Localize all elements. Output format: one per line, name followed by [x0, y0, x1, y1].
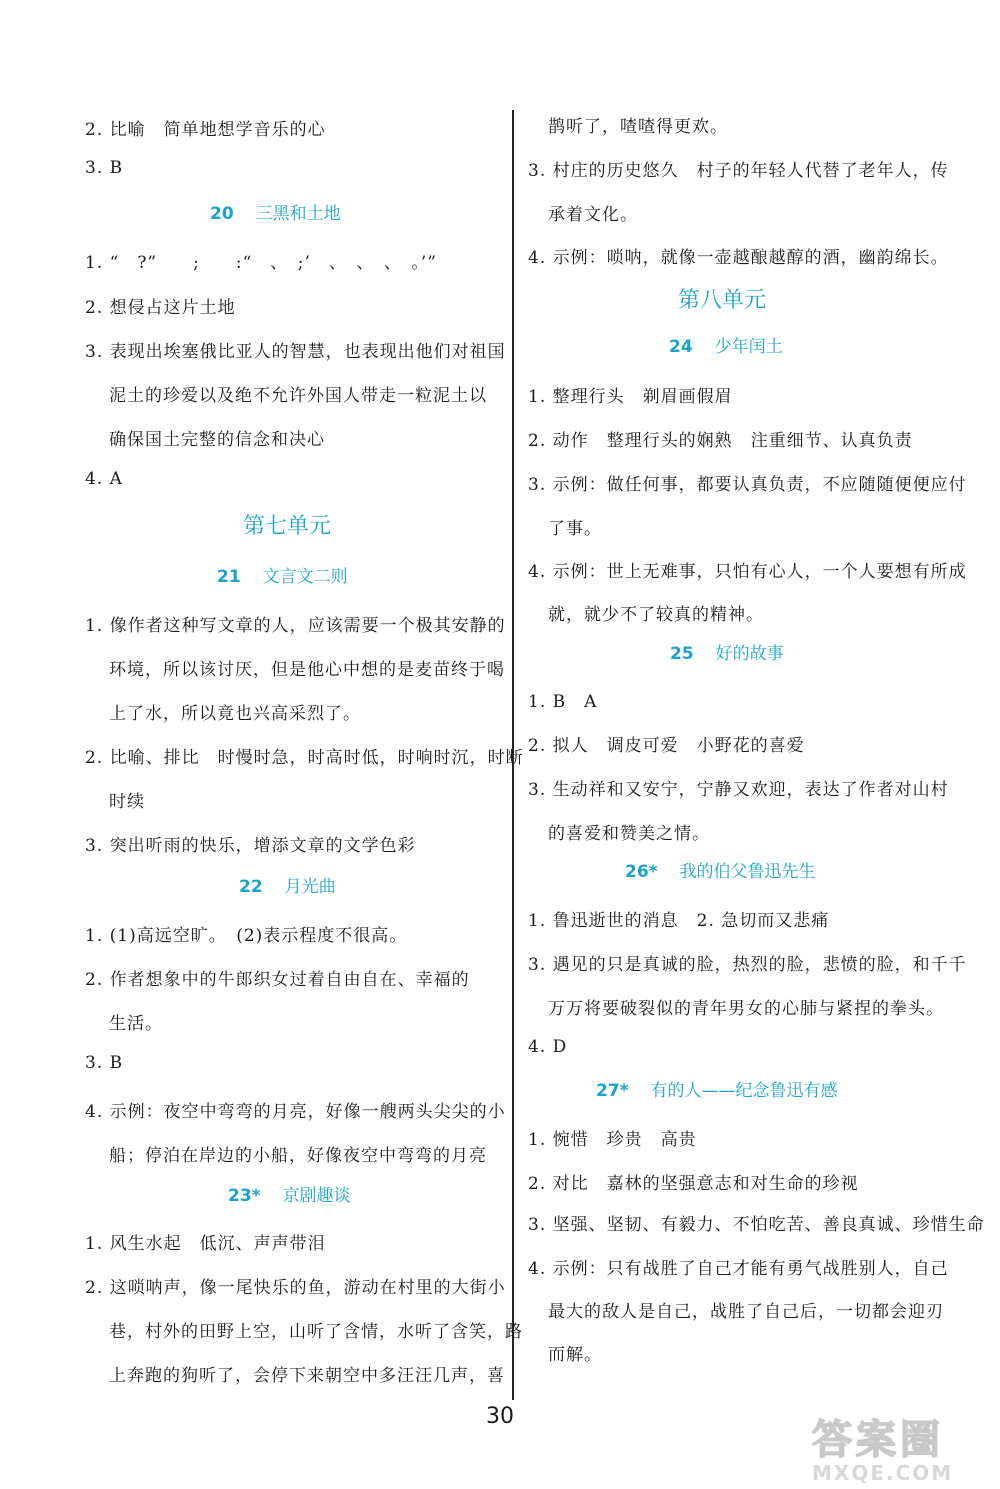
lesson-23-heading [228, 1181, 351, 1206]
answer-line: 1. 整理行头 剃眉画假眉 [528, 387, 733, 407]
answer-line: 上了水，所以竟也兴高采烈了。 [109, 704, 361, 724]
watermark-logo [812, 1408, 990, 1485]
lesson-number: 27* [596, 1081, 629, 1101]
answer-line: 2. 作者想象中的牛郎织女过着自由自在、幸福的 [85, 970, 470, 990]
answer-line: 3. 坚强、坚韧、有毅力、不怕吃苦、善良真诚、珍惜生命 [528, 1215, 985, 1235]
unit-7-heading: 第七单元 [243, 514, 332, 539]
lesson-25-heading [670, 639, 784, 664]
answer-line: 2. 这唢呐声，像一尾快乐的鱼，游动在村里的大街小 [85, 1278, 506, 1298]
answer-line: 2. 想侵占这片土地 [85, 298, 236, 318]
answer-line: 4. 示例：只有战胜了自己才能有勇气战胜别人，自己 [528, 1259, 949, 1279]
lesson-21-heading [217, 562, 348, 587]
answer-line: 最大的敌人是自己，战胜了自己后，一切都会迎刃 [548, 1302, 944, 1322]
answer-line: 上奔跑的狗听了，会停下来朝空中多汪汪几声，喜 [109, 1366, 505, 1386]
watermark-text: 答案圈 [812, 1417, 944, 1463]
answer-line: 泥土的珍爱以及绝不允许外国人带走一粒泥土以 [109, 386, 487, 406]
answer-line: 巷，村外的田野上空，山听了含情，水听了含笑，路 [109, 1322, 523, 1342]
lesson-number: 26* [625, 862, 658, 882]
answer-line: 2. 比喻 简单地想学音乐的心 [85, 120, 326, 140]
lesson-number: 22 [239, 877, 263, 897]
answer-line: 4. 示例：唢呐，就像一壶越酿越醇的酒，幽韵绵长。 [528, 248, 949, 268]
lesson-title: 少年闰土 [714, 337, 783, 357]
lesson-title: 我的伯父鲁迅先生 [679, 862, 816, 882]
lesson-number: 21 [217, 567, 241, 587]
lesson-title: 好的故事 [715, 644, 784, 664]
lesson-20-heading [210, 199, 341, 224]
lesson-number: 25 [670, 644, 694, 664]
lesson-number: 20 [210, 204, 234, 224]
answer-line: 1. (1)高远空旷。 (2)表示程度不很高。 [85, 926, 408, 946]
answer-line: 4. D [528, 1037, 568, 1057]
lesson-title: 文言文二则 [262, 567, 348, 587]
watermark-url: MXQE.COM [812, 1461, 954, 1485]
answer-line: 环境，所以该讨厌，但是他心中想的是麦苗终于喝 [109, 660, 505, 680]
lesson-title: 有的人——纪念鲁迅有感 [650, 1081, 838, 1101]
answer-line: 4. 示例：世上无难事，只怕有心人，一个人要想有所成 [528, 562, 967, 582]
answer-line: 3. B [85, 1053, 124, 1073]
lesson-number: 23* [228, 1186, 261, 1206]
answer-line: 1. “ ?” ; :“ 、 ;’ 、 、 、 。’” [85, 253, 437, 273]
answer-line: 4. 示例：夜空中弯弯的月亮，好像一艘两头尖尖的小 [85, 1102, 506, 1122]
answer-line: 2. 拟人 调皮可爱 小野花的喜爱 [528, 736, 805, 756]
lesson-26-heading [625, 857, 816, 882]
answer-line: 1. 像作者这种写文章的人，应该需要一个极其安静的 [85, 616, 506, 636]
unit-8-heading: 第八单元 [678, 288, 767, 313]
lesson-24-heading [669, 332, 783, 357]
answer-line: 2. 比喻、排比 时慢时急，时高时低，时响时沉，时断 [85, 748, 524, 768]
answer-line: 4. A [85, 469, 123, 489]
answer-line: 1. 风生水起 低沉、声声带泪 [85, 1234, 326, 1254]
lesson-title: 三黑和土地 [255, 204, 341, 224]
answer-line: 1. 鲁迅逝世的消息 2. 急切而又悲痛 [528, 911, 830, 931]
answer-line: 而解。 [548, 1345, 602, 1365]
answer-line: 3. 生动祥和又安宁，宁静又欢迎，表达了作者对山村 [528, 780, 949, 800]
lesson-number: 24 [669, 337, 693, 357]
answer-line: 3. 村庄的历史悠久 村子的年轻人代替了老年人，传 [528, 161, 949, 181]
answer-line: 1. 惋惜 珍贵 高贵 [528, 1130, 697, 1150]
lesson-22-heading [239, 872, 336, 897]
lesson-27-heading [596, 1076, 838, 1101]
answer-line: 3. 突出听雨的快乐，增添文章的文学色彩 [85, 836, 416, 856]
answer-line: 万万将要破裂似的青年男女的心肺与紧捏的拳头。 [548, 999, 944, 1019]
answer-line: 2. 动作 整理行头的娴熟 注重细节、认真负责 [528, 431, 913, 451]
answer-line: 船；停泊在岸边的小船，好像夜空中弯弯的月亮 [109, 1146, 487, 1166]
answer-line: 承着文化。 [548, 205, 638, 225]
answer-line: 1. B A [528, 692, 598, 712]
answer-line: 2. 对比 嘉林的坚强意志和对生命的珍视 [528, 1174, 859, 1194]
answer-line: 时续 [109, 792, 145, 812]
answer-line: 确保国土完整的信念和决心 [109, 430, 325, 450]
lesson-title: 京剧趣谈 [282, 1186, 351, 1206]
answer-line: 就，就少不了较真的精神。 [548, 605, 764, 625]
lesson-title: 月光曲 [284, 877, 336, 897]
answer-line: 生活。 [109, 1014, 163, 1034]
answer-line: 的喜爱和赞美之情。 [548, 824, 710, 844]
page-number: 30 [486, 1404, 514, 1429]
answer-line: 3. 示例：做任何事，都要认真负责，不应随随便便应付 [528, 475, 967, 495]
answer-line: 3. B [85, 158, 124, 178]
answer-line: 3. 遇见的只是真诚的脸，热烈的脸，悲愤的脸，和千千 [528, 955, 967, 975]
answer-line: 3. 表现出埃塞俄比亚人的智慧，也表现出他们对祖国 [85, 342, 506, 362]
answer-line: 了事。 [548, 519, 602, 539]
answer-line: 鹊听了，喳喳得更欢。 [548, 117, 728, 137]
